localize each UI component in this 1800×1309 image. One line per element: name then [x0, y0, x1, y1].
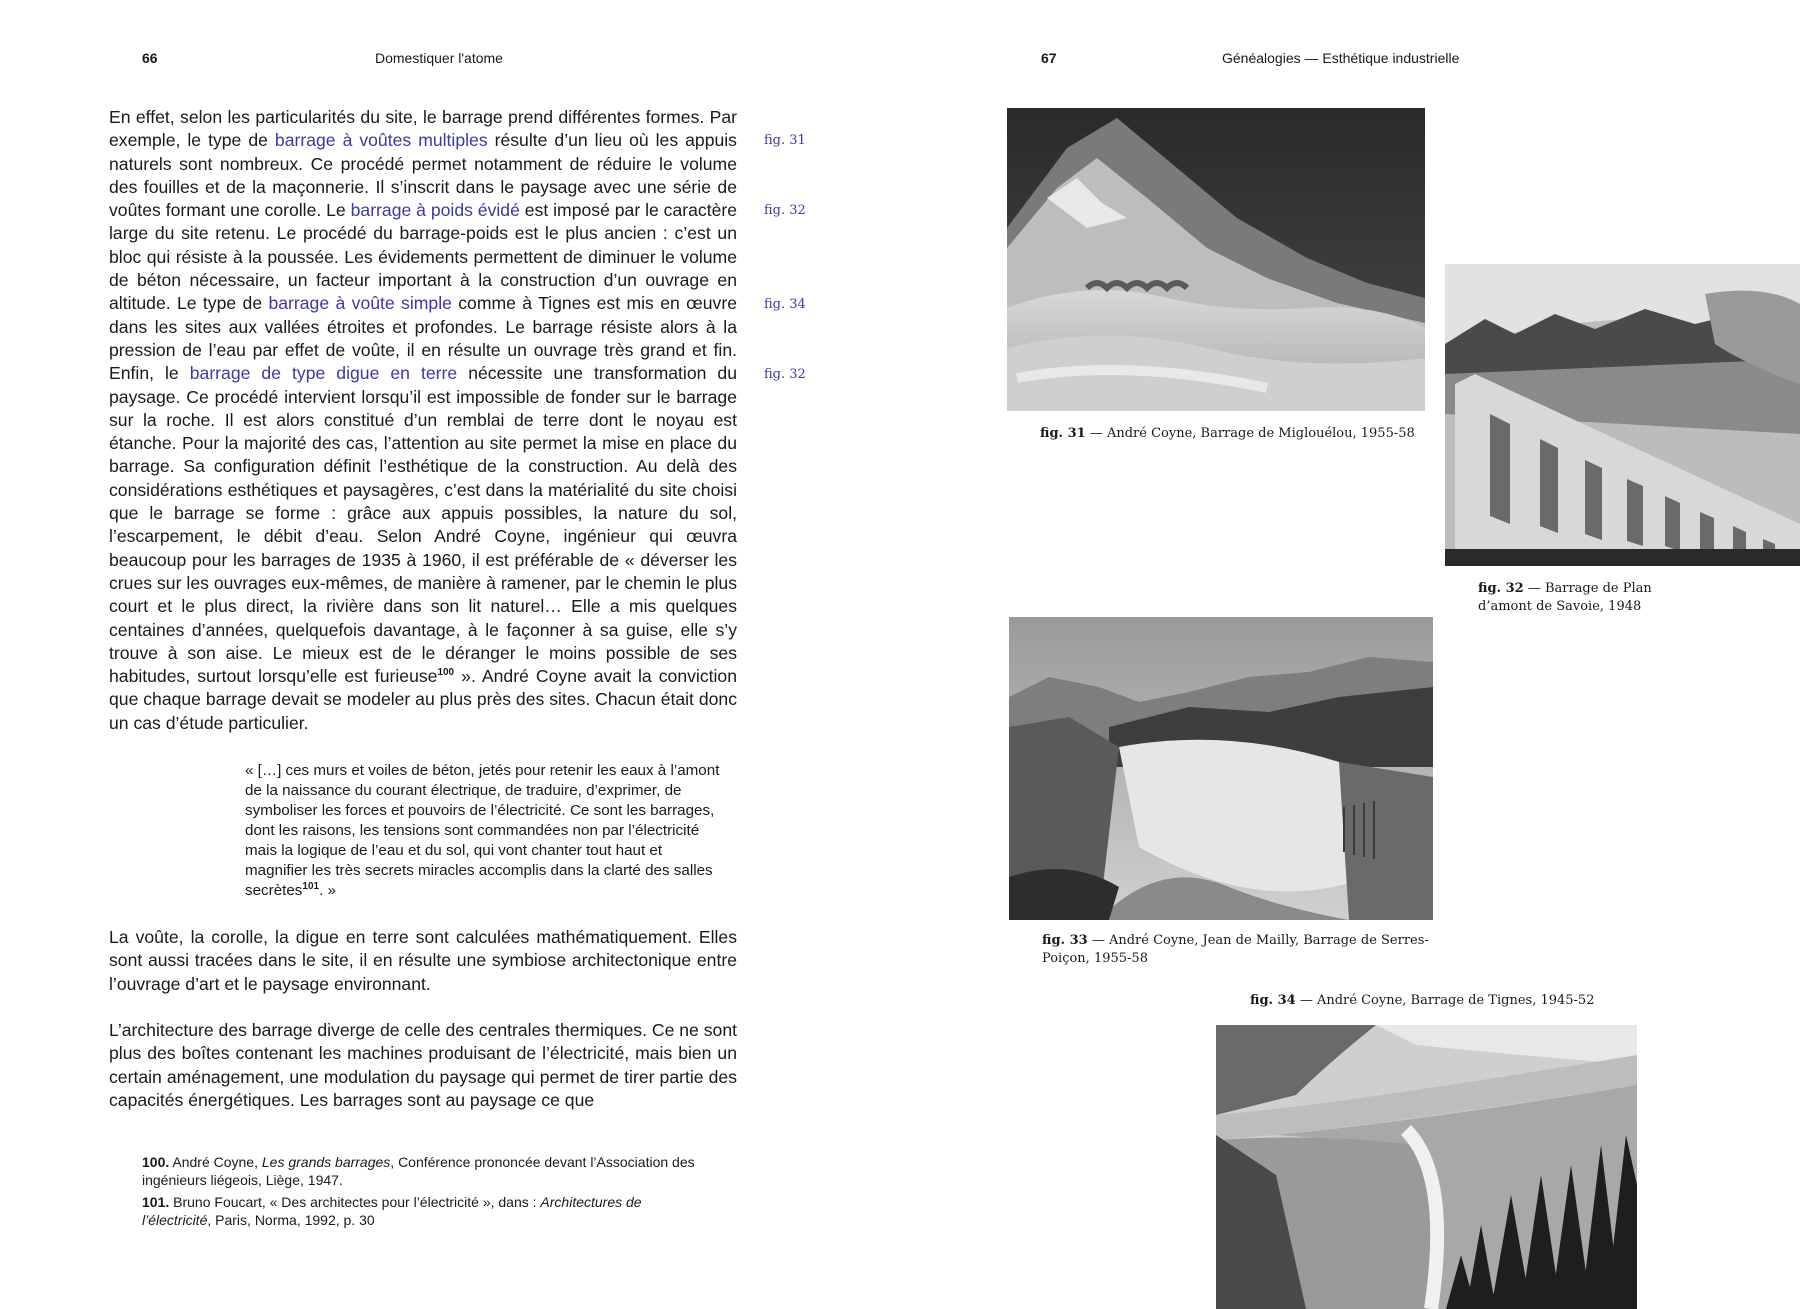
highlight-digue-en-terre: barrage de type digue en terre — [189, 363, 458, 384]
caption-label: fig. 31 — [1040, 426, 1086, 441]
caption-fig-33 — [1042, 932, 1432, 968]
quote-text: « […] ces murs et voiles de béton, jetés pour retenir les eaux à l’amont de la naissance du courant électrique, de traduire, d’exprimer, de symboliser les forces et pouvoirs de l’électricité. Ce sont les barrages, dont les raisons, les tensions sont commandées non par l’électricité mais la logique de l’eau et du sol, qui vont chanter tout haut et magnifier les très secrets miracles accomplis dans la clarté des salles secrètes — [245, 762, 720, 899]
caption-fig-31 — [1040, 425, 1420, 443]
text-run: est imposé par le caractère large du site retenu. Le procédé du barrage-poids est le plus ancien : c’est un bloc qui résiste à la poussée. Les évidements permettent de diminuer le volume de béton nécessaire, un facteur important à la construction d’un ouvrage en altitude. Le type de — [109, 200, 738, 314]
caption-text: — Barrage de Plan d’amont de Savoie, 1948 — [1478, 581, 1652, 614]
photo-fig-34-image — [1216, 1025, 1637, 1309]
footnote-title: Les grands barrages — [261, 1154, 391, 1170]
body-paragraph-1 — [109, 106, 737, 735]
caption-label: fig. 34 — [1250, 993, 1296, 1008]
caption-text: — André Coyne, Barrage de Miglouélou, 1955-58 — [1085, 426, 1415, 441]
photo-fig-34 — [1216, 1025, 1637, 1309]
footnote-text: , Conférence prononcée devant l’Association des ingénieurs liégeois, Liège, 1947. — [142, 1154, 695, 1188]
photo-fig-31-image — [1007, 108, 1425, 411]
running-title-left: Domestiquer l'atome — [375, 50, 503, 66]
highlight-voute-simple: barrage à voûte simple — [268, 293, 452, 314]
footnote-number: 101. — [142, 1194, 170, 1210]
caption-text: — André Coyne, Barrage de Tignes, 1945-52 — [1295, 993, 1595, 1008]
margin-ref-fig-34: fig. 34 — [764, 297, 806, 312]
caption-label: fig. 32 — [1478, 581, 1524, 596]
footnote-number: 100. — [142, 1154, 170, 1170]
footnote-text: , Paris, Norma, 1992, p. 30 — [207, 1212, 375, 1228]
page-number-left: 66 — [142, 50, 158, 66]
photo-fig-31 — [1007, 108, 1425, 411]
margin-ref-fig-32: fig. 32 — [764, 203, 806, 218]
body-paragraph-2: La voûte, la corolle, la digue en terre sont calculées mathématiquement. Elles sont aussi tracées dans le site, il en résulte une symbiose architectonique entre l’ouvrage d’art et le paysage environnant. — [109, 927, 737, 994]
block-quote — [245, 761, 725, 901]
highlight-poids-evide: barrage à poids évidé — [350, 200, 520, 221]
footnote-text: André Coyne, — [169, 1154, 262, 1170]
caption-text: — André Coyne, Jean de Mailly, Barrage de Serres-Poiçon, 1955-58 — [1042, 933, 1429, 966]
photo-fig-32 — [1445, 264, 1800, 566]
body-paragraph-3: L’architecture des barrage diverge de celle des centrales thermiques. Ce ne sont plus des boîtes contenant les machines produisant de l’électricité, mais bien un certain aménagement, une modulation du paysage qui permet de tirer partie des capacités énergétiques. Les barrages sont au paysage ce que — [109, 1020, 737, 1110]
margin-ref-fig-32b: fig. 32 — [764, 367, 806, 382]
caption-label: fig. 33 — [1042, 933, 1088, 948]
caption-fig-34 — [1250, 992, 1650, 1010]
footnote-101 — [142, 1193, 712, 1229]
running-title-right: Généalogies — Esthétique industrielle — [1222, 50, 1460, 66]
quote-end: . » — [319, 882, 336, 899]
photo-fig-33 — [1009, 617, 1433, 920]
footnote-ref-101: 101 — [302, 880, 320, 892]
footnote-100 — [142, 1153, 712, 1189]
footnote-text: Bruno Foucart, « Des architectes pour l’électricité », dans : — [169, 1194, 541, 1210]
text-run: En effet, selon les particularités du site, le barrage prend différentes formes. Par exemple, le type de — [109, 107, 737, 151]
margin-ref-fig-31: fig. 31 — [764, 133, 806, 148]
photo-fig-32-image — [1445, 264, 1800, 566]
text-run: nécessite une transformation du paysage. Ce procédé intervient lorsqu’il est impossible de fonder sur le barrage sur la roche. Il est alors constitué d’un remblai de terre dont le noyau est étanche. Pour la majorité des cas, l’attention au site permet la mise en place du barrage. Sa configuration définit l’esthétique de la construction. Au delà des considérations esthétiques et paysagères, c’est dans la matérialité du site choisi que le barrage se forme : grâce aux appuis possibles, la nature du sol, l’escarpement, le débit d’eau. Selon André Coyne, ingénieur qui œuvra beaucoup pour les barrages de 1935 à 1960, il est préférable de « déverser les crues sur les ouvrages eux-mêmes, de manière à ramener, par le chemin le plus court et le plus direct, la rivière dans son lit naturel… Elle a mis quelques centaines d’années, quelquefois davantage, à le façonner à sa guise, elle s’y trouve à son aise. Le mieux est de le déranger le moins possible de ses habitudes, surtout lorsqu’elle est furieuse — [109, 363, 737, 687]
page-number-right: 67 — [1041, 50, 1057, 66]
caption-fig-32 — [1478, 580, 1698, 616]
highlight-voutes-multiples: barrage à voûtes multiples — [274, 130, 488, 151]
text-run: ». André Coyne avait la conviction que chaque barrage devait se modeler au plus près des sites. Chacun était donc un cas d’étude particulier. — [109, 666, 737, 733]
text-run: résulte d’un lieu où les appuis naturels sont nombreux. Ce procédé permet notamment de réduire le volume des fouilles et de la maçonnerie. Il s’inscrit dans le paysage avec une série de voûtes formant une corolle. Le — [109, 130, 737, 221]
footnote-title: Architectures de l’électricité — [142, 1194, 642, 1228]
text-run: comme à Tignes est mis en œuvre dans les sites aux vallées étroites et profondes. Le barrage résiste alors à la pression de l’eau par effet de voûte, il en résulte un ouvrage très grand et fin. Enfin, le — [109, 293, 737, 384]
footnote-ref-100: 100 — [437, 667, 455, 679]
footnotes — [142, 1153, 712, 1233]
photo-fig-33-image — [1009, 617, 1433, 920]
